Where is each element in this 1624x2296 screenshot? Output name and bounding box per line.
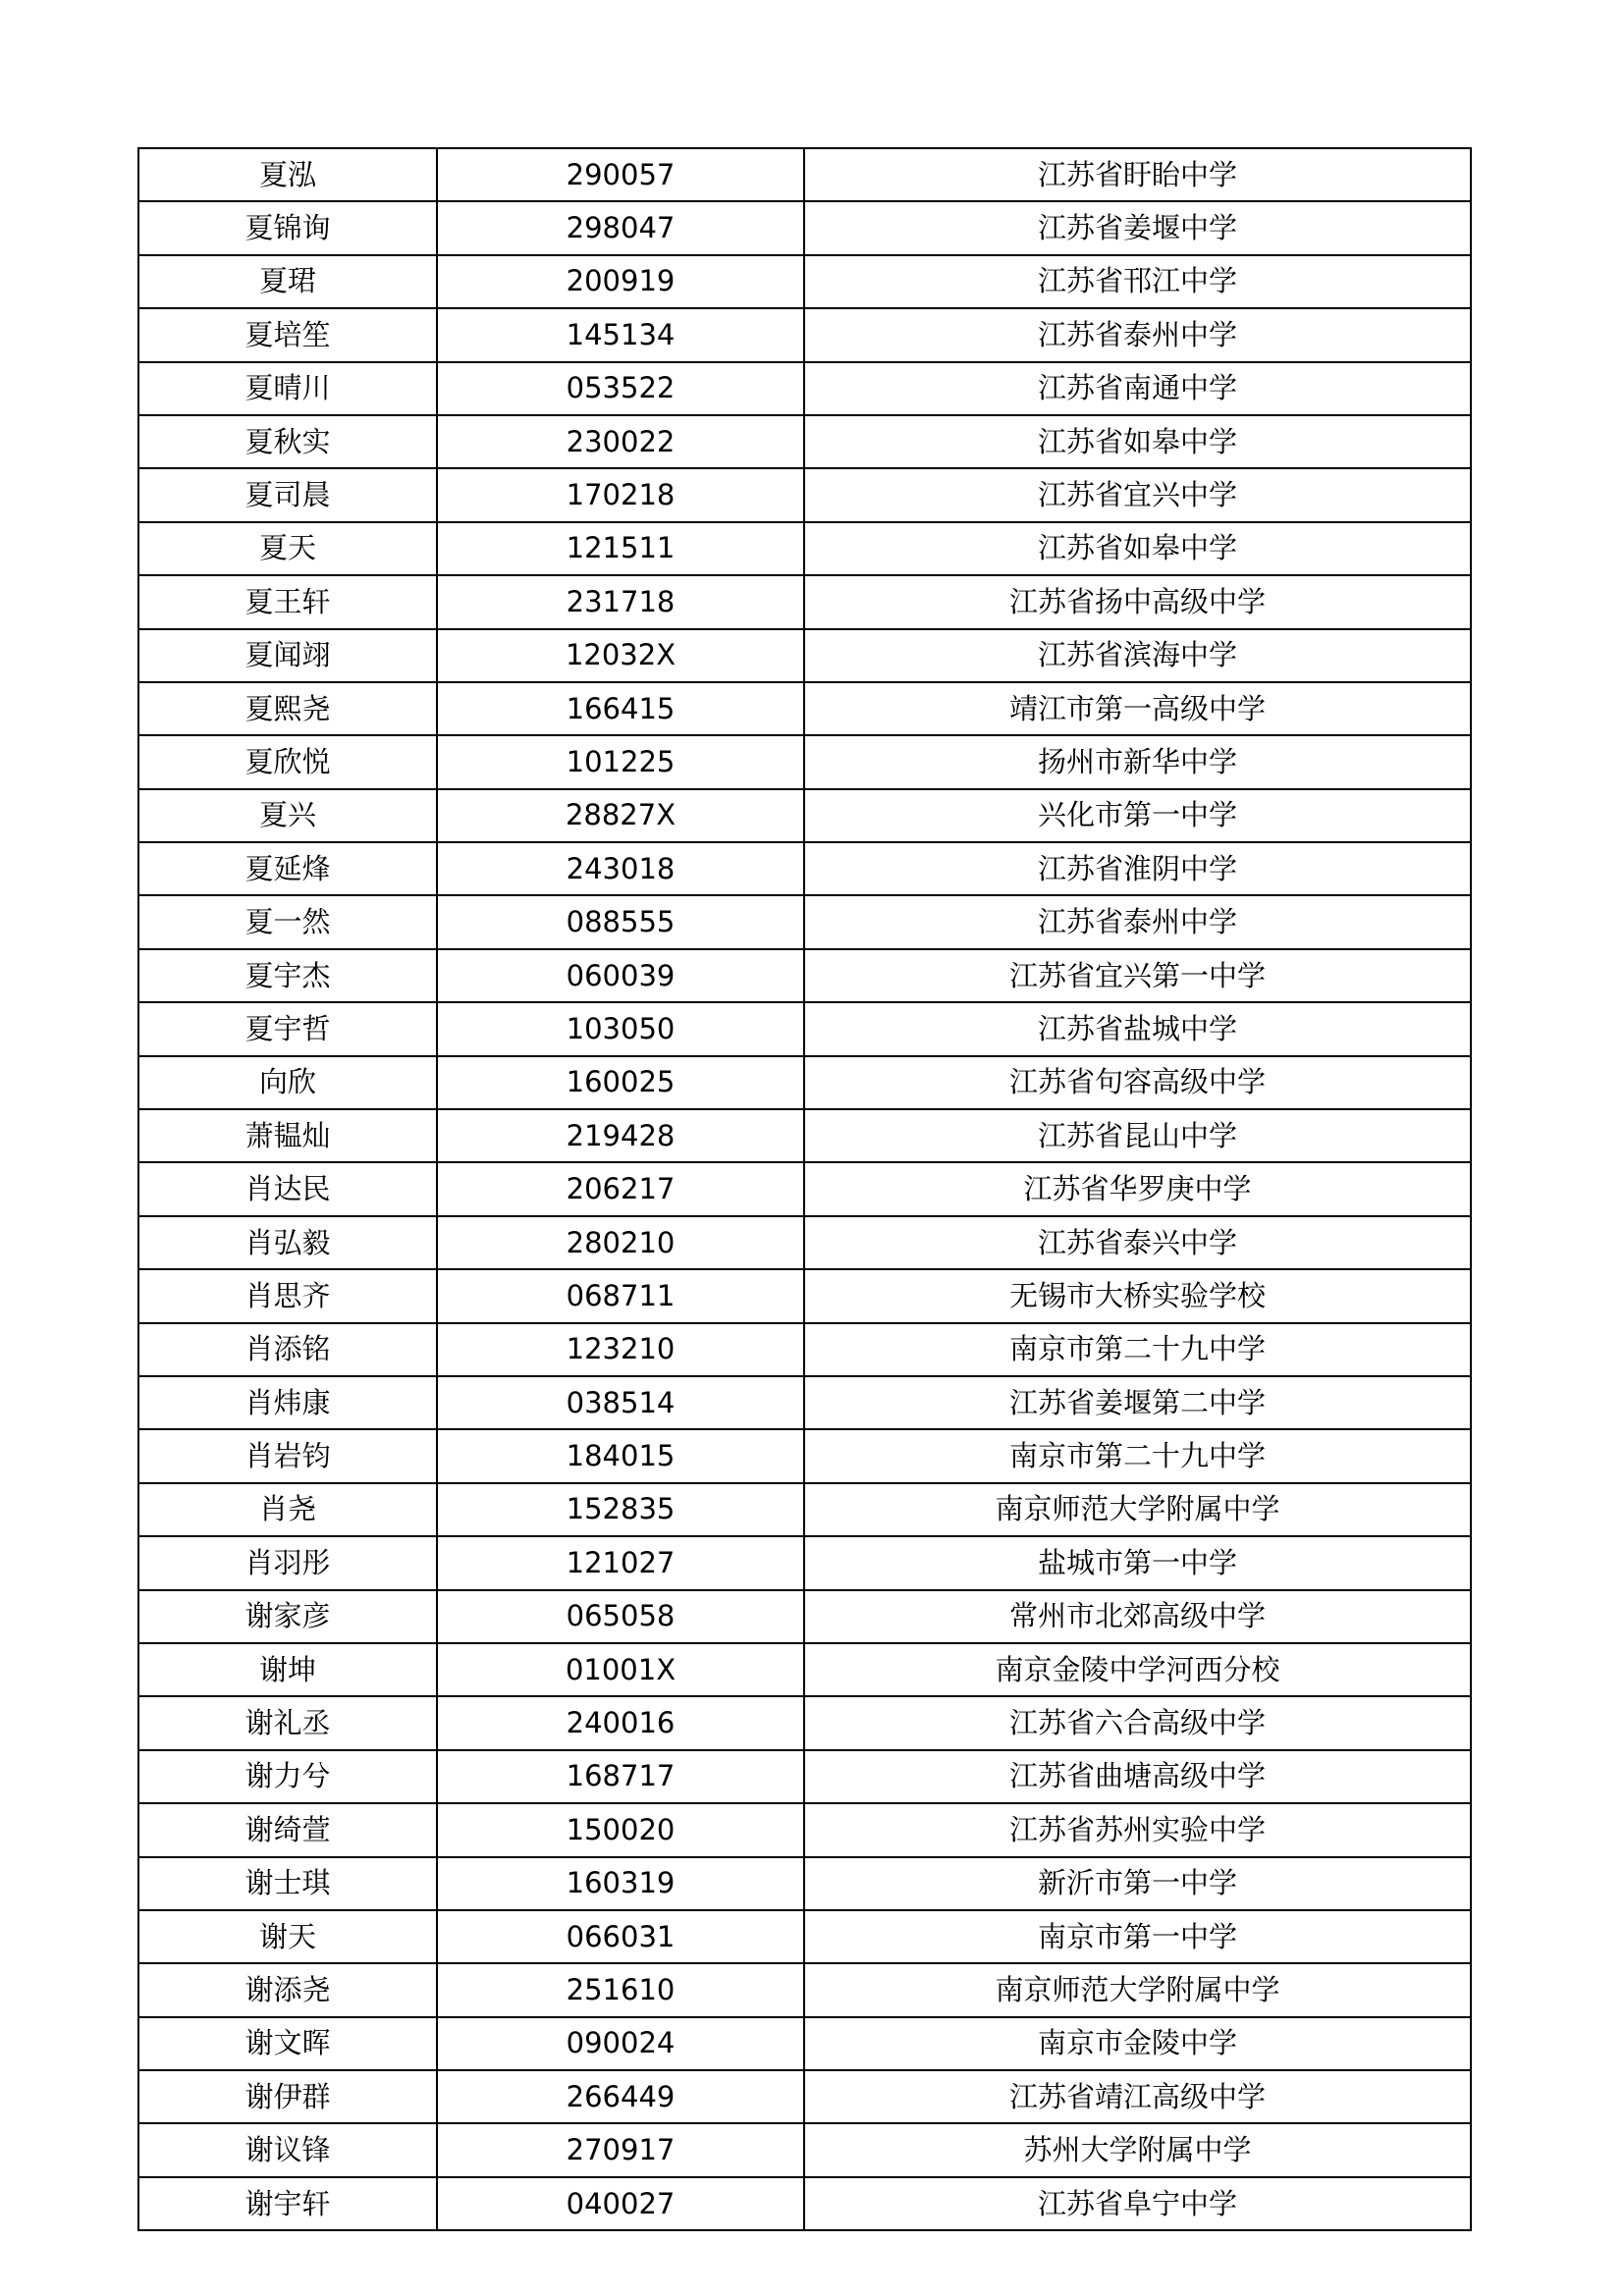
table-row (138, 949, 1471, 1002)
table-row (138, 1483, 1471, 1536)
name-cell: 夏司晨 (138, 468, 437, 521)
school-cell: 江苏省靖江高级中学 (804, 2070, 1471, 2123)
name-cell: 夏秋实 (138, 415, 437, 468)
id-cell: 103050 (437, 1002, 804, 1055)
school-cell: 江苏省六合高级中学 (804, 1696, 1471, 1749)
name-cell: 夏晴川 (138, 362, 437, 415)
id-cell: 066031 (437, 1910, 804, 1963)
table-row (138, 1963, 1471, 2016)
school-cell: 江苏省姜堰中学 (804, 201, 1471, 254)
table-row (138, 682, 1471, 735)
id-cell: 243018 (437, 842, 804, 895)
name-cell: 夏泓 (138, 148, 437, 201)
table-row (138, 255, 1471, 308)
id-cell: 145134 (437, 308, 804, 361)
name-cell: 夏熙尧 (138, 682, 437, 735)
name-cell: 谢伊群 (138, 2070, 437, 2123)
name-cell: 夏宇哲 (138, 1002, 437, 1055)
id-cell: 068711 (437, 1269, 804, 1322)
school-cell: 江苏省淮阴中学 (804, 842, 1471, 895)
school-cell: 江苏省苏州实验中学 (804, 1803, 1471, 1856)
table-row (138, 1162, 1471, 1215)
table-row (138, 629, 1471, 682)
table-row (138, 1803, 1471, 1856)
table-row (138, 415, 1471, 468)
id-cell: 160319 (437, 1857, 804, 1910)
id-cell: 121027 (437, 1536, 804, 1589)
name-cell: 谢文晖 (138, 2017, 437, 2070)
name-cell: 肖弘毅 (138, 1216, 437, 1269)
table-row (138, 895, 1471, 948)
name-cell: 夏天 (138, 522, 437, 575)
table-row (138, 362, 1471, 415)
id-cell: 12032X (437, 629, 804, 682)
id-cell: 298047 (437, 201, 804, 254)
id-cell: 230022 (437, 415, 804, 468)
id-cell: 166415 (437, 682, 804, 735)
table-row (138, 2070, 1471, 2123)
id-cell: 266449 (437, 2070, 804, 2123)
school-cell: 江苏省泰州中学 (804, 895, 1471, 948)
name-cell: 夏培笙 (138, 308, 437, 361)
table-row (138, 1643, 1471, 1696)
id-cell: 219428 (437, 1109, 804, 1162)
school-cell: 苏州大学附属中学 (804, 2123, 1471, 2176)
name-cell: 谢议锋 (138, 2123, 437, 2176)
table-row (138, 789, 1471, 842)
name-cell: 谢家彦 (138, 1590, 437, 1643)
name-cell: 夏兴 (138, 789, 437, 842)
school-cell: 无锡市大桥实验学校 (804, 1269, 1471, 1322)
school-cell: 江苏省如皋中学 (804, 415, 1471, 468)
school-cell: 兴化市第一中学 (804, 789, 1471, 842)
name-cell: 夏宇杰 (138, 949, 437, 1002)
id-cell: 038514 (437, 1376, 804, 1429)
roster-body (138, 148, 1471, 2230)
roster-table (137, 147, 1472, 2231)
id-cell: 200919 (437, 255, 804, 308)
school-cell: 南京市第二十九中学 (804, 1429, 1471, 1482)
id-cell: 065058 (437, 1590, 804, 1643)
table-row (138, 735, 1471, 788)
table-row (138, 1002, 1471, 1055)
id-cell: 28827X (437, 789, 804, 842)
table-row (138, 2123, 1471, 2176)
table-row (138, 1376, 1471, 1429)
school-cell: 新沂市第一中学 (804, 1857, 1471, 1910)
table-row (138, 1750, 1471, 1803)
id-cell: 101225 (437, 735, 804, 788)
table-row (138, 1429, 1471, 1482)
table-row (138, 1269, 1471, 1322)
name-cell: 肖添铭 (138, 1323, 437, 1376)
school-cell: 扬州市新华中学 (804, 735, 1471, 788)
school-cell: 江苏省盱眙中学 (804, 148, 1471, 201)
school-cell: 南京市第二十九中学 (804, 1323, 1471, 1376)
school-cell: 南京师范大学附属中学 (804, 1963, 1471, 2016)
id-cell: 206217 (437, 1162, 804, 1215)
school-cell: 南京金陵中学河西分校 (804, 1643, 1471, 1696)
school-cell: 江苏省曲塘高级中学 (804, 1750, 1471, 1803)
table-row (138, 1216, 1471, 1269)
name-cell: 萧韫灿 (138, 1109, 437, 1162)
name-cell: 夏延烽 (138, 842, 437, 895)
id-cell: 088555 (437, 895, 804, 948)
school-cell: 南京市第一中学 (804, 1910, 1471, 1963)
name-cell: 肖羽彤 (138, 1536, 437, 1589)
table-row (138, 1590, 1471, 1643)
table-row (138, 1910, 1471, 1963)
table-row (138, 1536, 1471, 1589)
school-cell: 南京市金陵中学 (804, 2017, 1471, 2070)
table-row (138, 148, 1471, 201)
name-cell: 谢绮萱 (138, 1803, 437, 1856)
table-row (138, 842, 1471, 895)
id-cell: 090024 (437, 2017, 804, 2070)
id-cell: 121511 (437, 522, 804, 575)
id-cell: 152835 (437, 1483, 804, 1536)
name-cell: 肖岩钧 (138, 1429, 437, 1482)
school-cell: 南京师范大学附属中学 (804, 1483, 1471, 1536)
table-row (138, 1323, 1471, 1376)
school-cell: 江苏省句容高级中学 (804, 1056, 1471, 1109)
table-row (138, 201, 1471, 254)
name-cell: 肖尧 (138, 1483, 437, 1536)
id-cell: 01001X (437, 1643, 804, 1696)
id-cell: 251610 (437, 1963, 804, 2016)
school-cell: 江苏省南通中学 (804, 362, 1471, 415)
id-cell: 170218 (437, 468, 804, 521)
id-cell: 040027 (437, 2177, 804, 2230)
name-cell: 谢天 (138, 1910, 437, 1963)
school-cell: 江苏省姜堰第二中学 (804, 1376, 1471, 1429)
school-cell: 江苏省宜兴中学 (804, 468, 1471, 521)
table-row (138, 1696, 1471, 1749)
school-cell: 江苏省阜宁中学 (804, 2177, 1471, 2230)
name-cell: 夏珺 (138, 255, 437, 308)
name-cell: 向欣 (138, 1056, 437, 1109)
id-cell: 231718 (437, 575, 804, 628)
table-row (138, 1056, 1471, 1109)
school-cell: 盐城市第一中学 (804, 1536, 1471, 1589)
name-cell: 夏欣悦 (138, 735, 437, 788)
name-cell: 谢宇轩 (138, 2177, 437, 2230)
school-cell: 靖江市第一高级中学 (804, 682, 1471, 735)
school-cell: 江苏省泰兴中学 (804, 1216, 1471, 1269)
school-cell: 江苏省滨海中学 (804, 629, 1471, 682)
id-cell: 123210 (437, 1323, 804, 1376)
id-cell: 270917 (437, 2123, 804, 2176)
school-cell: 常州市北郊高级中学 (804, 1590, 1471, 1643)
id-cell: 160025 (437, 1056, 804, 1109)
name-cell: 夏王轩 (138, 575, 437, 628)
id-cell: 240016 (437, 1696, 804, 1749)
name-cell: 夏锦询 (138, 201, 437, 254)
name-cell: 谢坤 (138, 1643, 437, 1696)
name-cell: 谢添尧 (138, 1963, 437, 2016)
name-cell: 肖炜康 (138, 1376, 437, 1429)
name-cell: 夏闻翊 (138, 629, 437, 682)
school-cell: 江苏省昆山中学 (804, 1109, 1471, 1162)
school-cell: 江苏省泰州中学 (804, 308, 1471, 361)
school-cell: 江苏省如皋中学 (804, 522, 1471, 575)
table-row (138, 468, 1471, 521)
table-row (138, 575, 1471, 628)
id-cell: 053522 (437, 362, 804, 415)
name-cell: 谢力兮 (138, 1750, 437, 1803)
school-cell: 江苏省邗江中学 (804, 255, 1471, 308)
table-row (138, 308, 1471, 361)
table-row (138, 1857, 1471, 1910)
table-row (138, 2177, 1471, 2230)
id-cell: 168717 (437, 1750, 804, 1803)
table-row (138, 522, 1471, 575)
table-row (138, 1109, 1471, 1162)
id-cell: 150020 (437, 1803, 804, 1856)
table-row (138, 2017, 1471, 2070)
school-cell: 江苏省华罗庚中学 (804, 1162, 1471, 1215)
name-cell: 谢士琪 (138, 1857, 437, 1910)
name-cell: 肖达民 (138, 1162, 437, 1215)
id-cell: 290057 (437, 148, 804, 201)
name-cell: 谢礼丞 (138, 1696, 437, 1749)
name-cell: 夏一然 (138, 895, 437, 948)
school-cell: 江苏省扬中高级中学 (804, 575, 1471, 628)
school-cell: 江苏省盐城中学 (804, 1002, 1471, 1055)
id-cell: 280210 (437, 1216, 804, 1269)
id-cell: 060039 (437, 949, 804, 1002)
name-cell: 肖思齐 (138, 1269, 437, 1322)
id-cell: 184015 (437, 1429, 804, 1482)
school-cell: 江苏省宜兴第一中学 (804, 949, 1471, 1002)
